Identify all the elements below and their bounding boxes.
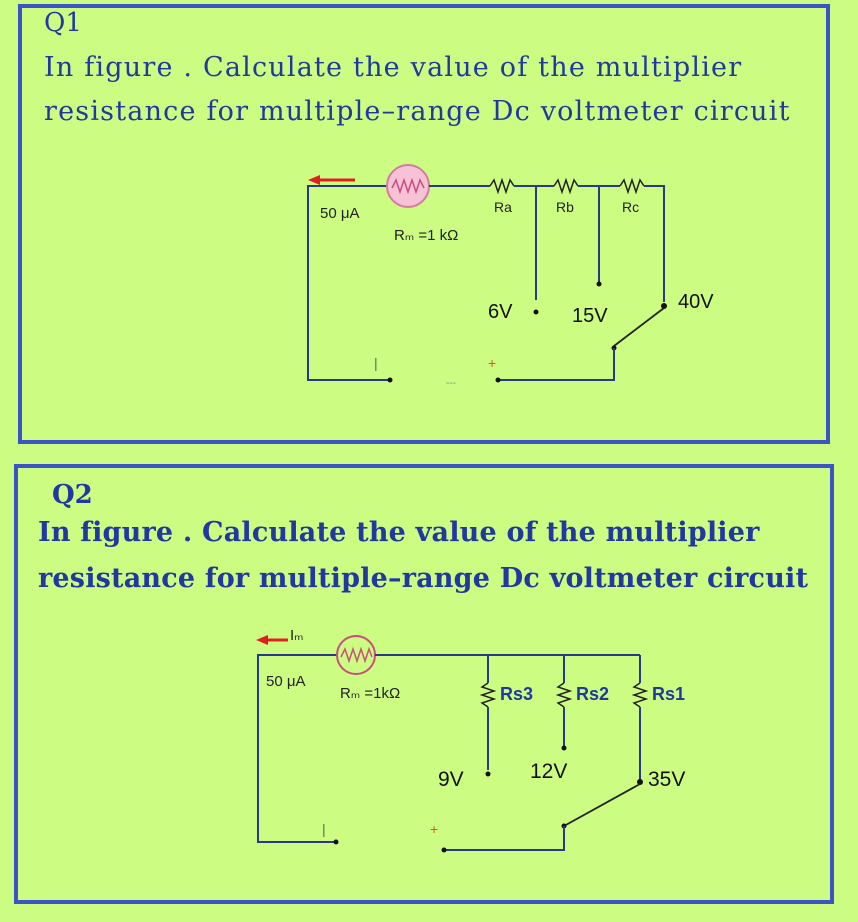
question-2-text-line-2: resistance for multiple–range Dc voltmeter circuit [38, 563, 809, 594]
resistor-rc-label: Rc [622, 199, 640, 215]
resistor-rs2-label: Rs2 [576, 684, 610, 704]
resistor-rb-label: Rb [556, 199, 574, 215]
svg-text:|: | [322, 821, 326, 837]
meter-resistance-label: Rₘ =1kΩ [340, 685, 401, 702]
svg-text:+: + [488, 355, 497, 371]
question-1-text-line-2: resistance for multiple–range Dc voltmeter circuit [44, 96, 791, 127]
tap-9v-label: 9V [438, 768, 464, 791]
meter-current-label: 50 μA [266, 673, 306, 690]
question-2-label: Q2 [52, 480, 93, 510]
resistor-rs2-icon [558, 683, 570, 707]
meter-icon [337, 636, 375, 674]
tap-40v-label: 40V [678, 291, 714, 313]
resistor-rs3-label: Rs3 [500, 684, 534, 704]
resistor-rs3-icon [482, 683, 494, 707]
tap-15v-label: 15V [572, 305, 608, 327]
tap-12v-label: 12V [530, 760, 568, 783]
tap-6v-label: 6V [488, 301, 513, 323]
current-arrow-icon [256, 635, 288, 645]
meter-current-label: 50 μA [320, 205, 360, 222]
resistor-rs1-icon [634, 683, 646, 707]
svg-text:---: --- [446, 378, 456, 389]
meter-current-symbol-label: Iₘ [290, 627, 304, 644]
tap-35v-label: 35V [648, 768, 686, 791]
svg-text:|: | [374, 355, 378, 371]
meter-resistance-label: Rₘ =1 kΩ [394, 227, 459, 244]
range-selector-switch [430, 784, 640, 853]
question-1-text-line-1: In figure . Calculate the value of the multiplier [44, 52, 743, 83]
resistor-ra-label: Ra [494, 199, 512, 215]
svg-text:+: + [430, 821, 439, 837]
question-2-text-line-1: In figure . Calculate the value of the multiplier [38, 517, 760, 548]
question-1-label: Q1 [44, 8, 82, 38]
resistor-rs1-label: Rs1 [652, 684, 686, 704]
